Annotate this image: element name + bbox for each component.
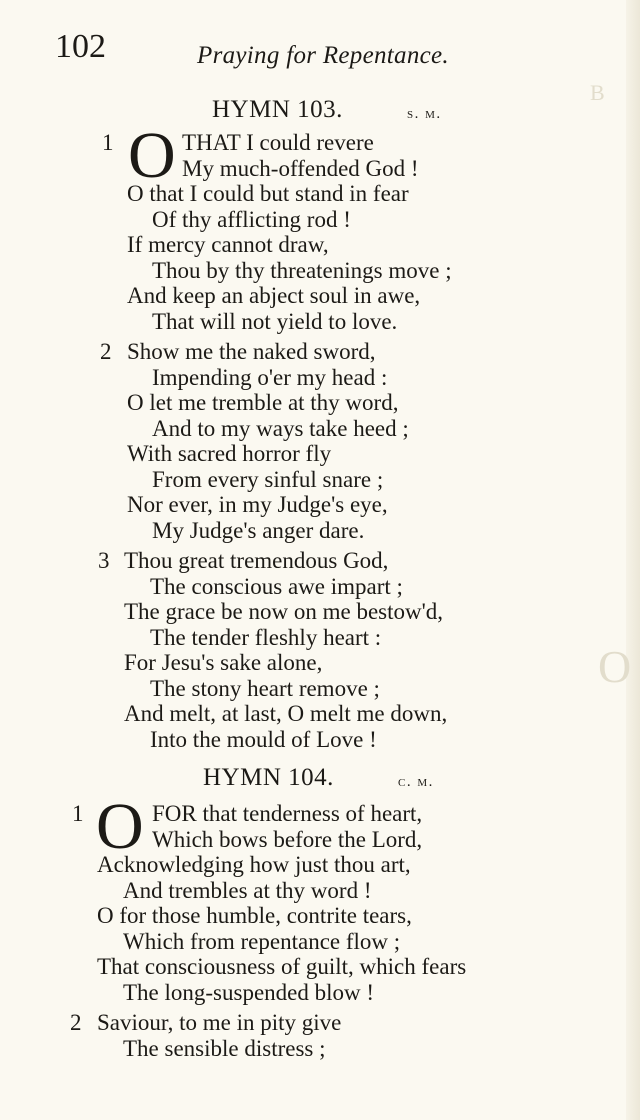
verse-number: 1 (72, 801, 84, 826)
hymn-meter: c. m. (398, 774, 434, 790)
verse-line: And keep an abject soul in awe, (127, 283, 421, 308)
verse-number: 3 (98, 548, 110, 573)
verse-line: The conscious awe impart ; (150, 574, 403, 599)
running-head: Praying for Repentance. (197, 42, 449, 69)
verse-line: The grace be now on me bestow'd, (124, 599, 444, 624)
verse-line: And trembles at thy word ! (123, 878, 372, 903)
verse-line: O let me tremble at thy word, (127, 390, 399, 415)
bleed-through-text: B (590, 80, 605, 105)
verse-line: My Judge's anger dare. (152, 518, 365, 543)
drop-cap: O (96, 790, 144, 863)
verse-line: And melt, at last, O melt me down, (124, 701, 448, 726)
verse-line: Nor ever, in my Judge's eye, (127, 492, 388, 517)
hymn-meter: s. m. (407, 106, 442, 122)
verse-line: With sacred horror fly (127, 441, 332, 466)
verse-line: Of thy afflicting rod ! (152, 207, 351, 232)
verse-line: For Jesu's sake alone, (124, 650, 323, 675)
verse-line: Into the mould of Love ! (150, 727, 377, 752)
verse-line: Thou by thy threatenings move ; (152, 258, 452, 283)
verse-line: FOR that tenderness of heart, (152, 801, 423, 826)
verse-number: 1 (102, 130, 114, 155)
verse-line: Which bows before the Lord, (152, 827, 423, 852)
page-number: 102 (55, 28, 106, 65)
hymn-title: HYMN 103. (212, 96, 343, 123)
verse-line: Thou great tremendous God, (124, 548, 389, 573)
verse-line: THAT I could revere (182, 130, 374, 155)
bleed-through-text: O (598, 641, 632, 692)
verse-line: Saviour, to me in pity give (97, 1010, 342, 1035)
verse-line: Impending o'er my head : (152, 365, 388, 390)
verse-number: 2 (70, 1010, 82, 1035)
page-edge (626, 0, 640, 1120)
verse-line: Which from repentance flow ; (123, 929, 401, 954)
verse-line: The tender fleshly heart : (150, 625, 382, 650)
verse-line: O that I could but stand in fear (127, 181, 409, 206)
hymn-title: HYMN 104. (203, 764, 334, 791)
verse-line: If mercy cannot draw, (127, 232, 329, 257)
verse-line: The long-suspended blow ! (123, 980, 375, 1005)
verse-line: That consciousness of guilt, which fears (97, 954, 467, 979)
verse-line: From every sinful snare ; (152, 467, 384, 492)
verse-number: 2 (100, 339, 112, 364)
verse-line: The sensible distress ; (123, 1036, 326, 1061)
verse-line: And to my ways take heed ; (152, 416, 409, 441)
verse-line: The stony heart remove ; (150, 676, 380, 701)
verse-line: O for those humble, contrite tears, (97, 903, 412, 928)
verse-line: My much-offended God ! (182, 156, 419, 181)
drop-cap: O (128, 119, 176, 192)
verse-line: Show me the naked sword, (127, 339, 376, 364)
verse-line: That will not yield to love. (152, 309, 398, 334)
verse-line: Acknowledging how just thou art, (97, 852, 411, 877)
